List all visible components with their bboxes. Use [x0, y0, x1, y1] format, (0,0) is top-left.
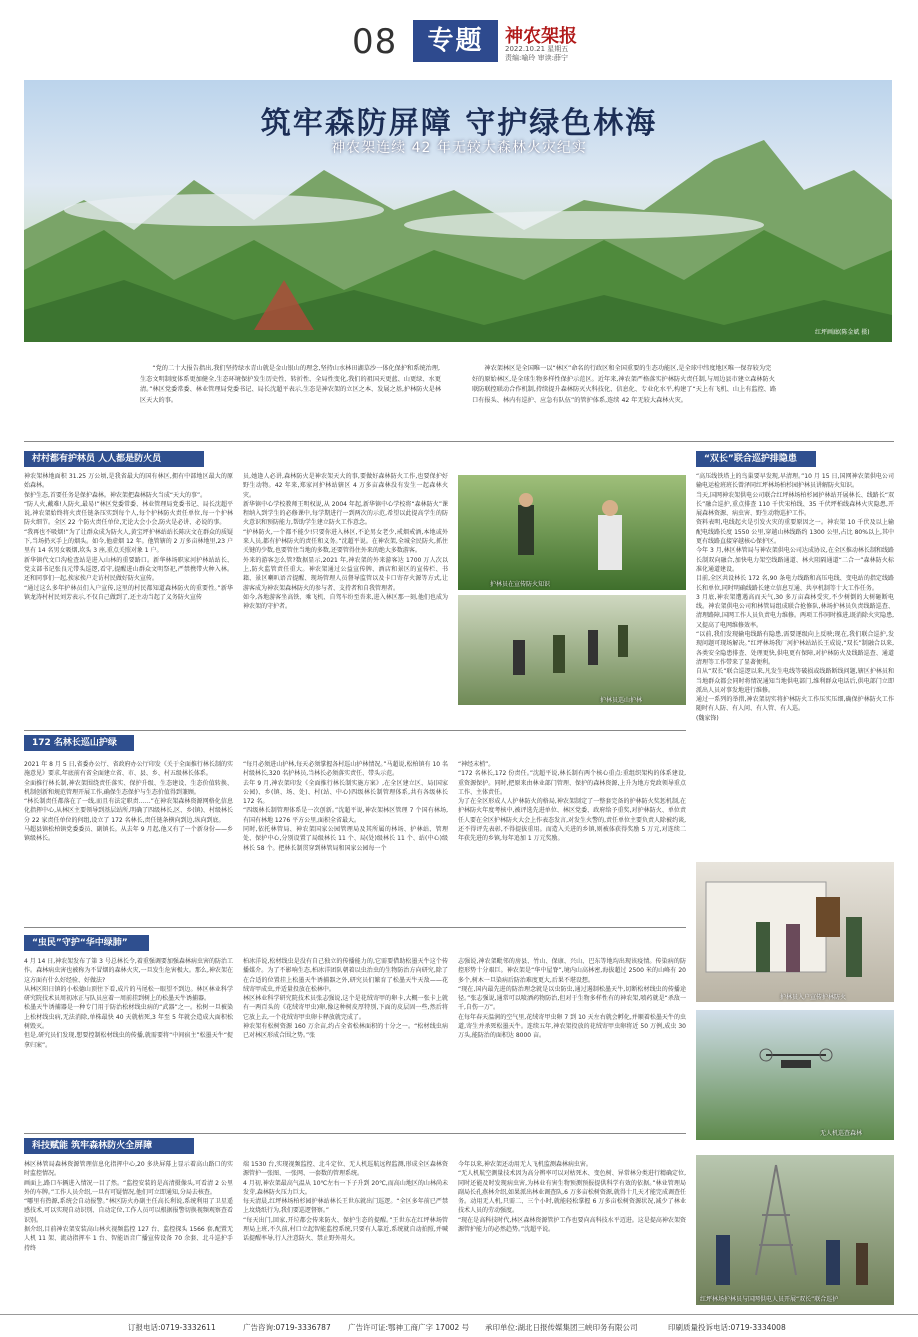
section-title-2: 172 名林长巡山护绿 — [24, 735, 134, 751]
section-title-4: 科技赋能 筑牢森林防火全屏障 — [24, 1138, 194, 1154]
pylon-and-workers-illustration — [696, 1155, 894, 1305]
photo-propaganda — [458, 475, 686, 590]
issue-info — [505, 45, 568, 63]
lead-left: “党的二十大报告指出,我们坚持绿水青山就是金山银山的理念,坚持山水林田湖草沙一体化保护和系统治理,生态文明制度体系更加健全,生态环境保护发生历史性、转折性、全局性变化,我们的祖国天更蓝、山更绿、水更清。”林区党委常委、林业管理局党委书记、局长沈超平表示,生态是神农架的立区之本、发展之基,护林防火是林区天大的事。 — [140, 365, 442, 404]
section4-col2: 端 1530 台,实现视频监控、北斗定位、无人机巡航远程监测,形成全区森林资源管护一张图、一张网、一套数的管理系统。 4 月初,神农架最高气温从 10℃左右一下子升到 20℃,而高山地区的山林尚未发芽,森林防火压力巨大。 每天清晨,红坪林场柏杉园护林站林长王世东就出门巡逻。“全区多年前已严禁上坟烧纸行为,我们要巡逻督察。” “每天出门,回家,开垃都会传来防火、保护生态的提醒。”王世东在红坪林场管理局上班,不久前,村口立起智能监控系统,只要有人靠近,系统就自动拍照,并喊话提醒率导,行人注意防火、禁止野外用火。 — [243, 1161, 448, 1243]
footer-printer: 承印单位:湖北日报传媒集团三峡印务有限公司 — [485, 1323, 638, 1332]
caption-4: 无人机巡查森林 — [820, 1130, 863, 1137]
section1-col1: 神农架林地面积 31.25 万公顷,是我省最大的国有林区,拥有中部地区最大的原始森林。 保护生态,首要任务是保护森林。神农架把森林防火当成“天大的事”。 “防人火,戴难!人防火,最易!”林区党委常委、林业管理局党委书记、局长沈超平说,神农架始终将火责任链条压实到每个人,每个护林防火责任单位,每一个护林防火细节。全区 22 个防火责任单位,无论大会小会,防火是必讲、必说的事。 “我再也不吸烟!”为了让群众成为防火人,黄宝坪护林站站长陈庆文在群众的质疑下,当场扔灭手上的烟头。如今,他虚烟 12 年。他管辖的 2 万多亩林地里,23 户里有 14 名男女吸烟,坎头 3 座,重点关照对象 1 户。 新华镇代文口沟检查站是进入山林的重要路口。新华林场职家河护林站站长、党支部书记张良元带头巡逻,看守,提醒进山群众文明祭祀,严禁携带火种入林。还和同事们一起,挨家挨户走访村民做好防火宣传。 “通过这么多年护林员们入户宣传,这里的村民都知道森林防火的重要性。”新华镇龙涛村村民刘芳表示,不仅自己做到了,还主动当起了义务防火宣传 — [24, 473, 233, 601]
people-in-forest-illustration — [458, 475, 686, 590]
photo-drone — [696, 1010, 894, 1140]
section4-col3: 今年以来,神农架还动用无人飞机监测森林病虫害。 “无人机航空测量技术因为高分辨率可以对枯死木、变色树、异常林分类进行精确定位,同时还能及时发现病虫害,为林业有害生物预测预报提供科学有效的依据。”林业管理局副局长孔燕林介绍,如果派出林业调查队,6 万多亩松树资源,就得十几天才能完成调查任务。动用无人机,只需二、三个小时,就能轻松掌握 6 万多亩松树资源状况,减少了林业技术人员的劳动强度。 “现在是高科技时代,林区森林资源管护工作也要向高科技水平迈进。这是提高神农架资源管护能力的必然趋势。”沈超平说。 — [458, 1161, 686, 1234]
lead-right: 神农架林区是全国唯一以“林区”命名的行政区和全国重要的生态功能区,是全球中纬度地区唯一保存较为完好的原始林区,是全球生物多样性保护示范区。近年来,神农架严格落实护林防火责任制,与周边县市建立森林防火联防联控联动合作机制,持续提升森林防灭火科技化、信息化、专业化水平,构建了“天上有飞机、山上有监控、路口有报头、林内有巡护、应急有队伍”的管护体系,连续 42 年无较大森林火灾。 — [472, 365, 777, 404]
caption-2: 护林员巡山护林 — [600, 697, 643, 704]
section5-col1: “高压线铁塔上的鸟巢要早发现,早清理。”10 月 15 日,国网神农架供电公司输电运检班班长曾泽同红坪林场柏杉园护林员讲解防火知识。 当天,国网神农架供电公司联合红坪林场柏杉园护林站开展林长、线路长“双长”融合巡护,重点排查 110 千伏宋柏线、35 千伏坪柏线森林火灾隐患,开展森林资源、病虫害、野生动物巡护工作。 资料表明,电线起火是引发火灾的重要原因之一。神农架 10 千伏及以上输配电线路长度 1550 公里,穿越山林线路约 1300 公里,占比 80%以上,其中更有线路直接穿越核心保护区。 今年 3 月,林区林管局与神农架供电公司达成协议,在全区推动林长制和线路长制双向融合,加快电力架空线路通道、林火阻隔通道“二合一”森林防火标准化通道建设。 目前,全区共设林长 172 名,90 条电力线路和高压电线、变电站的指定线路长和单位,同时明确线路长建立信息互通、共享机制等十大工作任务。 3 月底,神农架遭遇高而天气,30 多万亩森林受灾,不少树倒的大树砸断电线。神农架供电公司和林管局组成联合抢修队,林场护林员负责线路巡查、清理路障,国网工作人员负责电力维修。两项工作同时推进,既消除火灾隐患,又提高了电网维修效率。 “以前,我们发现输电线路有隐患,需要逐级向上反映;现在,我们联合巡护,发现问题可现场解决。”红坪林场我厂河护林站站长王成说,“双长”制融合以来,各类安全隐患排查、处理更快,供电更有保障,对护林防火及线路巡查、通道清理等工作带来了显著便利。 自从“双长”联合巡逻以来,凡发生电线等破损或线路断线问题,辖区护林员和当地群众都会同时将情况通知当地供电部门,维利群众电话后,供电部门立即派出人员对事发地进行维修。 通过一系列的举措,神农架切实将护林防火工作压实压细,确保护林防火工作随时有人防、有人问、有人管、有人巡。 (魏家锋) — [696, 473, 894, 722]
section2-col1: 2021 年 8 月 5 日,省委办公厅、省政府办公厅印发《关于全面推行林长制的实施意见》要求,年底前有省全面建立省、市、县、乡、村五级林长体系。 全面推行林长制,神农架围绕责任落实、保护升级、生态建设、生态价值转换、机制创新和规范管理开展工作,确保生态保护与生态价值得到兼顾。 “林长制责任都落在了一线,而且有法定职责……”在神农架森林资源网格化信息化指挥中心,从林区主要领导到基层站所,明确了四级林长,区、乡(镇)、村级林长分 22 家责任单位的何组,设立了 172 名林长,责任链条横向到边,纵向到底。 马超县镇松柏镇党委委员、副镇长。从去年 9 月起,他又有了一个新身份——乡镇级林长。 — [24, 761, 233, 843]
section-title-1: 村村都有护林员 人人都是防火员 — [24, 451, 204, 467]
footer-quality: 印刷质量投诉电话:0719-3334008 — [668, 1323, 786, 1332]
section-title-3: “虫民”守护“华中绿肺” — [24, 935, 149, 951]
footer-ad-license: 广告许可证:鄂神工商广字 17002 号 — [348, 1323, 470, 1332]
page-number: 08 — [352, 22, 398, 62]
issue-editors: 责编:喻玲 审读:薛宁 — [505, 54, 568, 62]
photo-patrol — [458, 595, 686, 705]
hero-subtitle: 神农架连续 42 年无较大森林火灾纪实 — [331, 140, 587, 156]
section4-col1: 林区林管局森林资源管理信息化指挥中心,20 多块屏幕上显示着高山路口的实时监控情况。 画面上,路口车辆进入情况一目了然。“监控安装的是高清摄像头,可看清 2 公里外的车牌。”工作人员介绍,一旦有可疑情况,他们可立即通知,分局去核查。 “哪里有热源,系统会自动报警。”林区防火办副主任高长利说,系统利用了卫星遥感技术,可以实现自动识别、自动定位,工作人员可以根据报警切换视频观察查看识别。 据介绍,目前神农架安装高山林火视频监控 127 台、监控探头 1566 套,配置无人机 11 架、流动指挥车 1 台、智能语音广播宣传设备 70 余套、北斗巡护手持终 — [24, 1161, 233, 1252]
caption-1: 护林员在宣传防火知识 — [490, 581, 551, 588]
section-title-5: “双长”联合巡护排隐患 — [696, 451, 816, 467]
section2-col3: “神经末梢”。 “172 名林长,172 份责任。”沈超平说,林长制有两个核心重点:重组织架构的体系建设,重资源保护。同时,把原来由林业部门管理、保护的森林资源,上升为地方党政领导重点工作、主体责任。 为了在全区形成人人护林防火的格局,神农架制定了一整套完备的护林防火奖惩机制,在护林防火年度考核中,被评选先进单位、林区党委、政府给予重奖,对护林防火、单位责任人要在全区护林防火大会上作表态发言,对发生火警的,责任单位主要负责人除被约谈,还不得评先表彰,不得提拔重用。而造入关进的乡镇,则被体获得奖励 5 万元,对连续二年获先进的乡镇,每年追加 1 万元奖励。 — [458, 761, 686, 843]
newspaper-logo: 神农架报 — [505, 26, 577, 47]
section3-col2: 柏冰洋说,松材线虫是没有自己独立的传播能力的,它需要借助松墨天牛这个传播媒介。为了不影响生态,柏冰洋团队朝着以虫治虫的生物防治方向研究,除了在合适的位置挂上松墨天牛诱捕器之外,研究员们繁育了松墨天牛天敌——花绒寄甲成虫,并适量投放在松林中。 林区林业科学研究院技术员张志强说,这个是花绒寄甲的卵卡,大概一张卡上就有一两百头的《花绒寄甲虫)卵,像这种树皮厚特别,下面的皮层固一些,然后将它放上去,一个花绒寄甲虫卵卡释放就完成了。 神农架有松树资源 160 万余亩,约占全省松林面积的十分之一。“松材线虫病已对林区形成合围之势。”张 — [243, 958, 448, 1040]
hero-title: 筑牢森防屏障 守护绿色林海 — [260, 106, 658, 141]
footer-ad-consult: 广告咨询:0719-3336787 — [243, 1323, 331, 1332]
photo-joint-patrol — [696, 1155, 894, 1305]
issue-date: 2022.10.21 星期五 — [505, 45, 569, 53]
caption-5: 红坪林场护林员与国网供电人员开展“双长”联合巡护 — [700, 1296, 839, 1303]
section1-col2: 员,她逢人必讲,森林防火是神农架天大的事,要做好森林防火工作,也要保护好野生动物。42 年来,郑家河护林站辖区 4 万多亩森林没有发生一起森林火灾。 新华镇中心学校教师王明权说,从 2004 年起,新华镇中心学校将“森林防火”课程纳入到学生的必修课中,每学期进行一到两次的示范,希望以此提高学生的防火意识和预防能力,帮助学生建立防火工作意念。 “护林防火,一个都不能少!只要你进入林区,不论男女老少,戒烟戒酒,本地或外来人员,都有护林防火的责任和义务。”沈超平说。在神农架,全城全民防火,抓住关键的少数,也要管住当地的多数,还要管得住外来的绝大多数游客。 外来的游客怎么管?数据显示,2021 年,神农架的外来游客达 1700 万人次以上,防火监管责任重大。神农架通过公益宣传牌、酒店和景区的宣传栏、书籍、景区喇叭语音提醒、现场管理人员督导监管以及卡口寄存火源等方式,让游客成为神农架森林防火的参与者、支持者和自我管理者。 如今,各地游客坐高铁、乘飞机、自驾车纷至沓来,进入林区那一刻,他们也成为神农架的守护者。 — [243, 473, 448, 611]
footer-subscribe: 订报电话:0719-3332611 — [128, 1323, 216, 1332]
page-footer — [0, 1314, 918, 1337]
section3-col3: 志强说,神农架毗邻的房县、竹山、保康、兴山、巴东等地均出现该疫情。传染病的防控形势十分艰巨。神农架是“华中屋脊”,境内山高林密,海拔超过 2500 米的山峰有 20 多个,树木一旦染病后防治难度更大,后果不堪设想。 “现在,国内最先进的防治理念就是以虫防虫,通过遏制松墨天牛,切断松材线虫的传播途径。”张志强说,通常可以喷洒药物防治,但对于生物多样性有的神农架,喷药就是“杀敌一千,自伤一万”。 在每年春天温润的空气里,花绒寄甲虫卵 7 到 10 天左右就会孵化,并顺着松墨天牛的虫道,寄生并杀死松墨天牛。连续五年,神农架投放的花绒寄甲虫卵将近 50 万例,成虫 30 万头,能防治的面积达 8000 亩。 — [458, 958, 686, 1040]
patrol-team-illustration — [458, 595, 686, 705]
hero-credit: 红坪画廊(陈金斌 摄) — [815, 329, 870, 336]
section2-col2: “每月必须进山护林,每天必须掌握各村巡山护林情况。”马超说,松柏镇有 10 名村级林长,320 名护林员,当林长必须落实责任、带头示范。 去年 9 月,神农架印发《全面推行林长制实施方案》,在全区建立区、局(国家公园)、乡(镇、场、处)、村(站、中心)四级林长制管理体系,共有各级林长 172 名。 “四级林长制管理体系是一次创新。”沈超平说,神农架林区管理 7 个国有林场,有国有林地 1276 平方公里,面积全省最大。 同时,依托林管局、神农架国家公园管理局及其所属的林场、护林站、管理处、保护中心,分别设置了局级林长 11 个、局(处)级林长 11 个、站(中心)级林长 58 个。把林长制贯穿到林管局和国家公园每一个 — [243, 761, 448, 852]
photo-household — [696, 862, 894, 1002]
section3-col1: 4 月 14 日,神农架发布了第 3 号总林长令,着重强调要加强森林病虫害的防治工作。森林病虫害也被称为不冒烟的森林火灾,一旦发生危害极大。那么,神农架在这方面有什么好经验、好做法? 从林区阳日镇的小松德山顶往下看,成片的马尾松一眼望不到边。林区林业科学研究院技术员周初冰正与队员应着一周前挂到树上的松墨天牛诱捕器。 松墨天牛诱捕器是一种专门用于防治松材线虫病的“武器”之一。松树一旦被染上松材线虫病,无法消除,单株最快 40 天就枯死,3 年至 5 年就会造成大面积松树毁灭。 但是,研究员们发现,想要控制松材线虫的传播,就需要将“中间宿主”松墨天牛“捉拿归案”。 — [24, 958, 233, 1049]
village-house-illustration — [696, 862, 894, 1002]
topic-badge: 专题 — [413, 20, 498, 62]
drone-illustration — [696, 1010, 894, 1140]
caption-3: 护林员入户宣传护林防火 — [780, 994, 847, 1001]
